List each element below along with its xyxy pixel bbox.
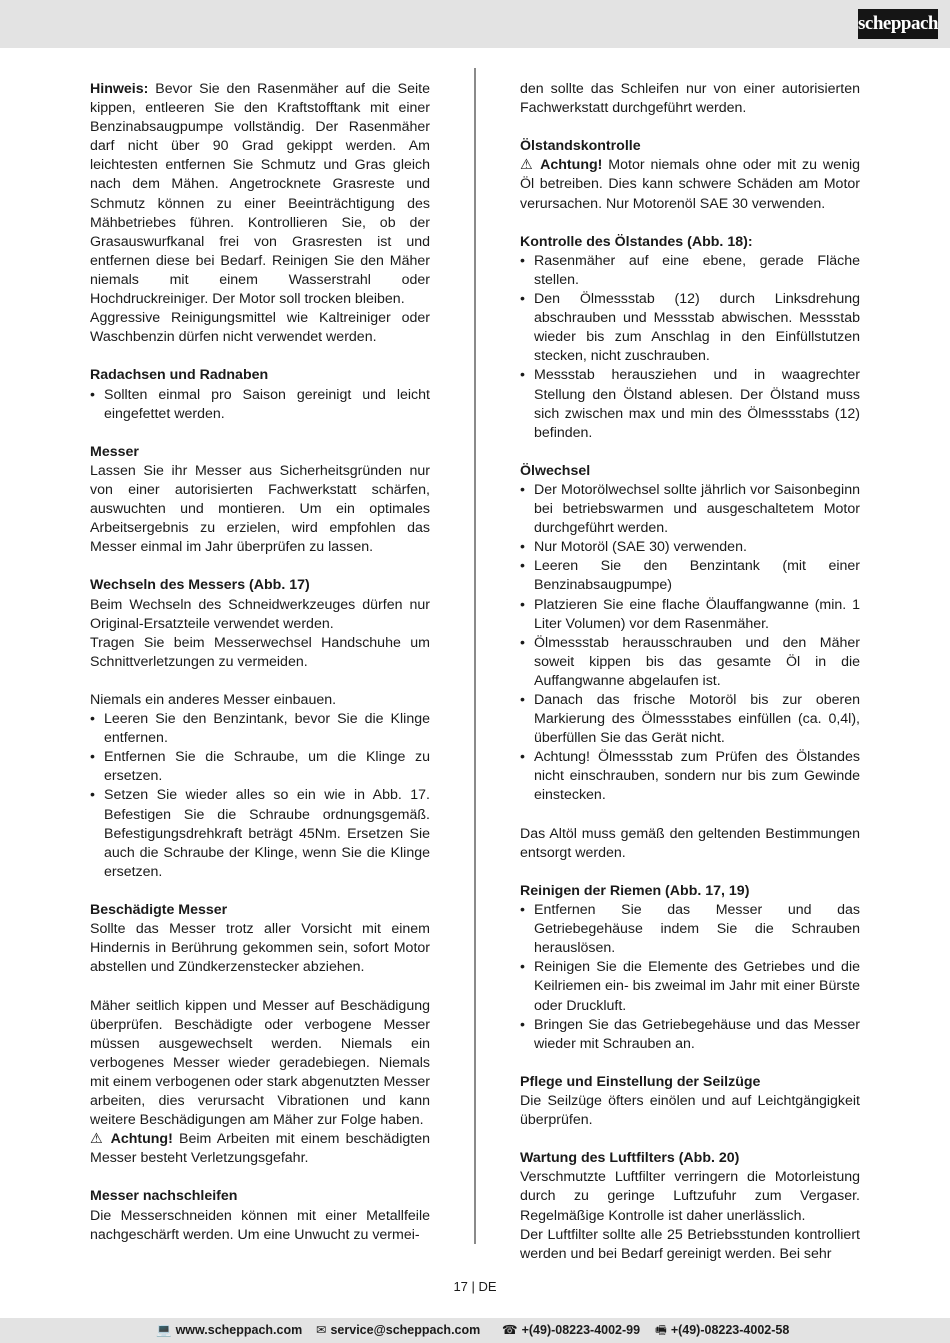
kontrolle-heading: Kontrolle des Ölstandes (Abb. 18): <box>520 233 753 250</box>
list-item: • Achtung! Ölmessstab zum Prüfen des Ölstandes nicht einschrauben, sondern nur bis zum Gewinde einstecken. <box>520 748 860 805</box>
achtung-text: Beim Arbeiten mit einem beschädigten Messer besteht Verletzungsgefahr. <box>90 1131 430 1167</box>
niemals-paragraph: Niemals ein anderes Messer einbauen. <box>90 692 337 708</box>
radachsen-list <box>90 386 430 424</box>
phone-icon: ☎ <box>502 1323 518 1337</box>
list-item: • Rasenmäher auf eine ebene, gerade Fläche stellen. <box>520 252 860 290</box>
warning-icon-label: ⚠ Achtung! <box>520 157 603 174</box>
list-item: • Messstab herausziehen und in waagrechter Stellung den Ölstand ablesen. Der Ölstand muss sich zwischen max und min des Ölmessstabs (12) befinden. <box>520 366 860 442</box>
beschaedigt-paragraph-2: Mäher seitlich kippen und Messer auf Beschädigung überprüfen. Beschädigte oder verbogene Messer müssen ausgewechselt werden. Niemals ein verbogenes Messer wieder geradebiegen. Niemals mit einem verbogenen oder stark abgenutzten Messer arbeiten, dies verursacht Vibrationen und kann weitere Beschädigungen am Mäher zur Folge haben. <box>90 997 430 1129</box>
list-item: • Der Motorölwechsel sollte jährlich vor Saisonbeginn bei betriebswarmen und ausgeschaltetem Motor durchgeführt werden. <box>520 481 860 538</box>
list-item: • Den Ölmessstab (12) durch Linksdrehung abschrauben und Messstab abwischen. Messstab wieder bis zum Anschlag in den Einfüllstutzen stecken, nicht zuschrauben. <box>520 290 860 366</box>
oelstand-achtung-paragraph <box>520 156 860 213</box>
footer-web-text: www.scheppach.com <box>175 1323 303 1337</box>
nachschleifen-paragraph: Die Messerschneiden können mit einer Metallfeile nachgeschärft werden. Um eine Unwucht zu vermei- <box>90 1207 430 1243</box>
riemen-heading: Reinigen der Riemen (Abb. 17, 19) <box>520 882 750 899</box>
kontrolle-list <box>520 252 860 443</box>
column-divider <box>474 68 476 1244</box>
beschaedigt-heading: Beschädigte Messer <box>90 902 228 919</box>
nachschleifen-heading: Messer nachschleifen <box>90 1188 238 1205</box>
list-item: • Nur Motoröl (SAE 30) verwenden. <box>520 538 860 557</box>
warning-icon-label: ⚠ Achtung! <box>90 1131 173 1148</box>
left-column <box>90 80 430 1245</box>
wechseln-paragraph-2: Tragen Sie beim Messerwechsel Handschuhe um Schnittverletzungen zu vermeiden. <box>90 634 430 670</box>
list-item: • Danach das frische Motoröl bis zur oberen Markierung des Ölmessstabes einfüllen (ca. 0,4l), überfüllen Sie das Gerät nicht. <box>520 691 860 748</box>
list-item: • Ölmessstab herausschrauben und den Mäher soweit kippen bis das gesamte Öl in die Auffangwanne abgelaufen ist. <box>520 634 860 691</box>
footer-fax-text: +(49)-08223-4002-58 <box>670 1323 790 1337</box>
radachsen-heading: Radachsen und Radnaben <box>90 367 269 384</box>
footer-web[interactable] <box>156 1318 302 1343</box>
list-item: • Leeren Sie den Benzintank (mit einer Benzinabsaugpumpe) <box>520 557 860 595</box>
oelstand-achtung-text: Motor niemals ohne oder mit zu wenig Öl betreiben. Dies kann schwere Schäden am Motor verursachen. Nur Motorenöl SAE 30 verwenden. <box>520 157 860 212</box>
beschaedigt-paragraph-1: Sollte das Messer trotz aller Vorsicht mit einem Hindernis in Berührung gekommen sein, sofort Motor abstellen und Zündkerzenstecker abziehen. <box>90 921 430 976</box>
footer-phone-text: +(49)-08223-4002-99 <box>521 1323 641 1337</box>
computer-icon: 💻 <box>156 1323 172 1337</box>
list-item: • Bringen Sie das Getriebegehäuse und das Messer wieder mit Schrauben an. <box>520 1016 860 1054</box>
riemen-list <box>520 901 860 1054</box>
achtung-paragraph <box>90 1130 430 1168</box>
oelwechsel-list <box>520 481 860 806</box>
list-item: • Entfernen Sie die Schraube, um die Klinge zu ersetzen. <box>90 748 430 786</box>
list-item: • Reinigen Sie die Elemente des Getriebes und die Keilriemen ein- bis zweimal im Jahr mit einer Bürste oder Druckluft. <box>520 958 860 1015</box>
wechseln-list <box>90 710 430 882</box>
aggressive-paragraph: Aggressive Reinigungsmittel wie Kaltreiniger oder Waschbenzin dürfen nicht verwendet werden. <box>90 310 430 346</box>
list-item: • Entfernen Sie das Messer und das Getriebegehäuse indem Sie die Schrauben herauslösen. <box>520 901 860 958</box>
messer-heading: Messer <box>90 443 139 460</box>
luftfilter-paragraph-1: Verschmutzte Luftfilter verringern die Motorleistung durch zu geringe Luftzufuhr zum Vergaser. Regelmäßige Kontrolle ist daher unerlässlich. <box>520 1169 860 1224</box>
messer-paragraph: Lassen Sie ihr Messer aus Sicherheitsgründen nur von einer autorisierten Fachwerkstatt schärfen, auswuchten und montieren. Um ein optimales Arbeitsergebnis zu erzielen, wird empfohlen das Messer einmal im Jahr überprüfen zu lassen. <box>90 462 430 556</box>
list-item: • Platzieren Sie eine flache Ölauffangwanne (min. 1 Liter Volumen) vor dem Rasenmäher. <box>520 596 860 634</box>
footer-bar <box>0 1318 950 1343</box>
footer-mail-text: service@scheppach.com <box>330 1323 481 1337</box>
list-item: • Setzen Sie wieder alles so ein wie in Abb. 17. Befestigen Sie die Schraube ordnungsgemäß. Befestigungsdrehkraft beträgt 45Nm. Ersetzen Sie auch die Schraube der Klinge, wenn Sie die Klinge ersetzen. <box>90 786 430 881</box>
header-bar <box>0 0 950 48</box>
right-column <box>520 80 860 1264</box>
footer-phone[interactable] <box>502 1318 640 1343</box>
hinweis-label: Hinweis: <box>90 81 149 97</box>
scheppach-logo: scheppach <box>858 9 938 39</box>
oelwechsel-heading: Ölwechsel <box>520 462 591 479</box>
list-item: • Leeren Sie den Benzintank, bevor Sie die Klinge entfernen. <box>90 710 430 748</box>
oelstand-heading: Ölstandskontrolle <box>520 138 641 155</box>
altoel-paragraph: Das Altöl muss gemäß den geltenden Bestimmungen entsorgt werden. <box>520 825 860 861</box>
fax-icon: 🖷 <box>655 1323 667 1337</box>
continuation-paragraph: den sollte das Schleifen nur von einer autorisierten Fachwerkstatt durchgeführt werden. <box>520 81 860 117</box>
wechseln-heading: Wechseln des Messers (Abb. 17) <box>90 577 310 594</box>
footer-mail[interactable] <box>316 1318 480 1343</box>
wechseln-paragraph-1: Beim Wechseln des Schneidwerkzeuges dürfen nur Original-Ersatzteile verwendet werden. <box>90 596 430 632</box>
footer-fax <box>655 1318 789 1343</box>
luftfilter-paragraph-2: Der Luftfilter sollte alle 25 Betriebsstunden kontrolliert werden und bei Bedarf gereinigt werden. Bei sehr <box>520 1226 860 1262</box>
hinweis-paragraph <box>90 80 430 309</box>
luftfilter-heading: Wartung des Luftfilters (Abb. 20) <box>520 1150 740 1167</box>
hinweis-text: Bevor Sie den Rasenmäher auf die Seite kippen, entleeren Sie den Kraftstofftank mit einer Benzinabsaugpumpe vollständig. Der Rasenmäher darf nicht über 90 Grad gekippt werden. Am leichtesten entfernen Sie Schmutz und Gras gleich nach dem Mähen. Angetrocknete Grasreste und Schmutz können zu einer Beeinträchtigung des Mähbetriebes führen. Kontrollieren Sie, ob der Grasauswurfkanal frei von Grasresten ist und entfernen diese bei Bedarf. Reinigen Sie den Mäher niemals mit einem Wasserstrahl oder Hochdruckreiniger. Der Motor soll trocken bleiben. <box>90 81 430 308</box>
pflege-paragraph: Die Seilzüge öfters einölen und auf Leichtgängigkeit überprüfen. <box>520 1092 860 1129</box>
pflege-heading: Pflege und Einstellung der Seilzüge <box>520 1073 761 1090</box>
mail-icon: ✉ <box>316 1323 327 1337</box>
page-number: 17 | DE <box>453 1279 497 1294</box>
list-item: • Sollten einmal pro Saison gereinigt und leicht eingefettet werden. <box>90 386 430 424</box>
